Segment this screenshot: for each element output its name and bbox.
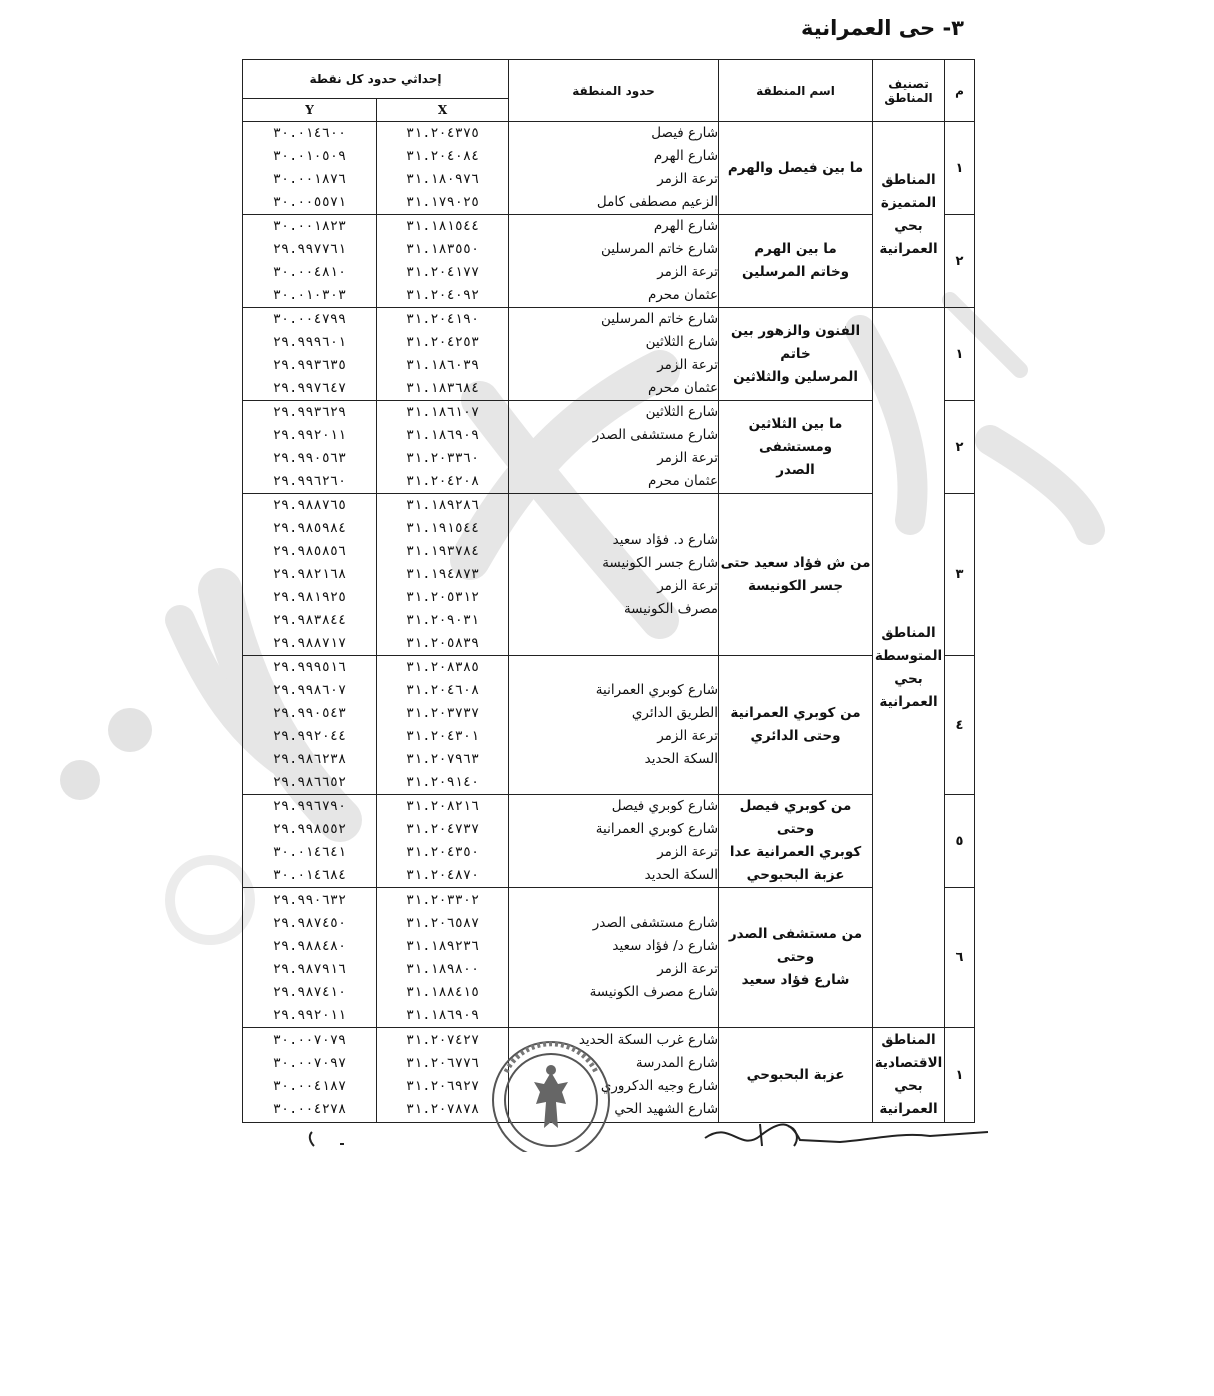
y-coords	[243, 1028, 377, 1123]
x-value: ٣١.١٩٣٧٨٤	[405, 543, 480, 559]
zones-table	[242, 59, 975, 1123]
y-value: ٢٩.٩٨٨٤٨٠	[272, 937, 347, 954]
header-coords: إحداثي حدود كل نقطة	[243, 60, 509, 99]
table-row	[243, 656, 975, 795]
y-value: ٢٩.٩٩٣٦٣٥	[272, 357, 347, 373]
y-value: ٣٠.٠١٤٦٠٠	[272, 125, 347, 141]
y-coords	[243, 215, 377, 308]
x-value: ٣١.١٧٩٠٢٥	[405, 194, 480, 210]
header-zone-name: اسم المنطقة	[719, 60, 873, 122]
zone-name: ما بين فيصل والهرم	[719, 122, 873, 215]
y-value: ٢٩.٩٨٦٢٣٨	[272, 751, 347, 767]
x-value: ٣١.٢٠٤٣٥٠	[405, 844, 480, 860]
zone-bounds	[509, 122, 719, 215]
x-coords	[377, 656, 509, 795]
x-coords	[377, 401, 509, 494]
y-value: ٢٩.٩٩٢٠١١	[272, 427, 347, 443]
y-value: ٢٩.٩٨٨٧٦٥	[272, 497, 347, 513]
bound-line: ترعة الزمر	[657, 960, 719, 977]
x-value: ٣١.١٨٨٤١٥	[405, 983, 480, 1000]
y-value: ٣٠.٠٠١٨٧٦	[272, 171, 347, 187]
x-value: ٣١.٢٠٩٠٣١	[405, 612, 480, 628]
bound-line: شارع مصرف الكونيسة	[589, 983, 719, 1000]
y-value: ٣٠.٠٠٧٠٧٩	[272, 1032, 347, 1048]
zone-bounds	[509, 308, 719, 401]
y-value: ٢٩.٩٨٢١٦٨	[272, 566, 347, 582]
header-classification: تصنيف المناطق	[873, 60, 945, 122]
x-value: ٣١.١٨٣٥٥٠	[405, 241, 480, 257]
bound-line: عثمان محرم	[648, 380, 719, 396]
y-value: ٢٩.٩٩٢٠١١	[272, 1006, 347, 1023]
y-value: ٣٠.٠٠٤١٨٧	[272, 1078, 347, 1094]
y-coords	[243, 795, 377, 888]
x-value: ٣١.٢٠٦٩٢٧	[405, 1078, 480, 1094]
x-value: ٣١.١٨١٥٤٤	[405, 218, 480, 234]
x-value: ٣١.٢٠٥٣١٢	[405, 589, 480, 605]
x-value: ٣١.٢٠٣٣٠٢	[405, 891, 480, 908]
bound-line: شارع مستشفى الصدر	[592, 427, 719, 443]
zone-bounds	[509, 494, 719, 656]
bound-line: شارع جسر الكونيسة	[602, 554, 719, 571]
y-coords	[243, 401, 377, 494]
y-coords	[243, 494, 377, 656]
y-value: ٢٩.٩٨٧٤٥٠	[272, 914, 347, 931]
y-value: ٢٩.٩٩٢٠٤٤	[272, 728, 347, 744]
header-x: X	[377, 99, 509, 122]
bound-line: شارع كوبري العمرانية	[595, 821, 719, 837]
x-value: ٣١.١٨٦١٠٧	[405, 404, 480, 420]
row-number: ١	[945, 1028, 975, 1123]
bound-line: السكة الحديد	[644, 867, 719, 883]
x-value: ٣١.٢٠٤٢٥٣	[405, 334, 480, 350]
zone-bounds	[509, 401, 719, 494]
y-value: ٢٩.٩٨١٩٢٥	[272, 589, 347, 605]
zone-name: ما بين الهرم وخاتم المرسلين	[719, 215, 873, 308]
y-value: ٢٩.٩٩٨٥٥٢	[272, 821, 347, 837]
y-value: ٢٩.٩٩٩٥١٦	[272, 659, 347, 675]
row-number: ٢	[945, 215, 975, 308]
x-value: ٣١.٢٠٦٥٨٧	[405, 914, 480, 931]
x-value: ٣١.٢٠٨٣٨٥	[405, 659, 480, 675]
bound-line: شارع خاتم المرسلين	[600, 241, 719, 257]
bound-line: ترعة الزمر	[657, 357, 719, 373]
bound-line: ترعة الزمر	[657, 577, 719, 594]
y-value: ٣٠.٠٠٧٠٩٧	[272, 1055, 347, 1071]
y-value: ٢٩.٩٩٦٢٦٠	[272, 473, 347, 489]
bound-line: شارع وجيه الدكروري	[600, 1078, 719, 1094]
bound-line: ترعة الزمر	[657, 450, 719, 466]
zone-name: من كوبري فيصل وحتى كوبري العمرانية عدا عزبة البحبوحي	[719, 795, 873, 888]
x-value: ٣١.٢٠٤٧٣٧	[405, 821, 480, 837]
x-value: ٣١.١٨٦٠٣٩	[405, 357, 480, 373]
row-number: ٥	[945, 795, 975, 888]
bound-line: شارع المدرسة	[635, 1055, 719, 1071]
table-row	[243, 888, 975, 1028]
y-value: ٣٠.٠٠١٨٢٣	[272, 218, 347, 234]
x-value: ٣١.٢٠٤٣٠١	[405, 728, 480, 744]
x-value: ٣١.٢٠٤٦٠٨	[405, 682, 480, 698]
bound-line: شارع غرب السكة الحديد	[578, 1032, 719, 1048]
bound-line: شارع الهرم	[653, 148, 719, 164]
section-title: ٣- حى العمرانية	[800, 16, 964, 40]
y-value: ٣٠.٠٠٤٧٩٩	[272, 311, 347, 327]
x-coords	[377, 494, 509, 656]
row-number: ١	[945, 122, 975, 215]
bound-line: مصرف الكونيسة	[623, 600, 719, 617]
y-value: ٢٩.٩٨٥٨٥٦	[272, 543, 347, 559]
x-value: ٣١.١٨٩٢٨٦	[405, 497, 480, 513]
zone-bounds	[509, 1028, 719, 1123]
x-value: ٣١.٢٠٨٢١٦	[405, 798, 480, 814]
x-value: ٣١.٢٠٣٧٣٧	[405, 705, 480, 721]
bound-line: السكة الحديد	[644, 751, 719, 767]
table-row	[243, 494, 975, 656]
x-value: ٣١.٢٠٧٩٦٣	[405, 751, 480, 767]
bound-line: ترعة الزمر	[657, 264, 719, 280]
y-value: ٣٠.٠٠٥٥٧١	[272, 194, 347, 210]
bound-line: شارع د. فؤاد سعيد	[612, 531, 719, 548]
header-y: Y	[243, 99, 377, 122]
y-value: ٣٠.٠١٠٥٠٩	[272, 148, 347, 164]
bound-line: عثمان محرم	[648, 473, 719, 489]
x-value: ٣١.٢٠٧٤٢٧	[405, 1032, 480, 1048]
x-value: ٣١.١٨٦٩٠٩	[405, 427, 480, 443]
y-value: ٢٩.٩٨٨٧١٧	[272, 635, 347, 651]
x-value: ٣١.٢٠٤٣٧٥	[405, 125, 480, 141]
bound-line: ترعة الزمر	[657, 171, 719, 187]
classification-cell: المناطق الاقتصادية بحي العمرانية	[873, 1028, 945, 1123]
x-coords	[377, 795, 509, 888]
table-row	[243, 215, 975, 308]
zone-bounds	[509, 888, 719, 1028]
y-value: ٢٩.٩٩٧٦٤٧	[272, 380, 347, 396]
bound-line: الزعيم مصطفى كامل	[596, 194, 719, 210]
zone-name: الفنون والزهور بين خاتم المرسلين والثلاثين	[719, 308, 873, 401]
x-coords	[377, 888, 509, 1028]
y-value: ٣٠.٠١٤٦٨٤	[272, 867, 347, 883]
x-value: ٣١.٢٠٤٠٩٢	[405, 287, 480, 303]
header-zone-bounds: حدود المنطقة	[509, 60, 719, 122]
y-value: ٢٩.٩٨٦٦٥٢	[272, 774, 347, 790]
bound-line: شارع كوبري فيصل	[611, 798, 719, 814]
bound-line: شارع مستشفى الصدر	[592, 914, 719, 931]
y-value: ٢٩.٩٩٠٥٦٣	[272, 450, 347, 466]
bound-line: ترعة الزمر	[657, 844, 719, 860]
classification-cell: المناطق المتوسطة بحي العمرانية	[873, 308, 945, 1028]
table-row	[243, 795, 975, 888]
row-number: ٦	[945, 888, 975, 1028]
bound-line: عثمان محرم	[648, 287, 719, 303]
y-value: ٢٩.٩٩٠٥٤٣	[272, 705, 347, 721]
zone-name: من كوبري العمرانية وحتى الدائري	[719, 656, 873, 795]
y-value: ٣٠.٠٠٤٢٧٨	[272, 1101, 347, 1117]
y-value: ٢٩.٩٨٧٤١٠	[272, 983, 347, 1000]
zone-name: من مستشفى الصدر وحتى شارع فؤاد سعيد	[719, 888, 873, 1028]
signature	[700, 1118, 990, 1152]
x-value: ٣١.١٨٦٩٠٩	[405, 1006, 480, 1023]
x-value: ٣١.٢٠٧٨٧٨	[405, 1101, 480, 1117]
x-value: ٣١.٢٠٤٨٧٠	[405, 867, 480, 883]
row-number: ١	[945, 308, 975, 401]
bound-line: شارع الثلاثين	[645, 404, 719, 420]
x-value: ٣١.١٩١٥٤٤	[405, 520, 480, 536]
table-row	[243, 401, 975, 494]
row-number: ٣	[945, 494, 975, 656]
bound-line: شارع الهرم	[653, 218, 719, 234]
x-value: ٣١.١٩٤٨٧٣	[405, 566, 480, 582]
zone-name: من ش فؤاد سعيد حتى جسر الكونيسة	[719, 494, 873, 656]
x-coords	[377, 308, 509, 401]
bound-line: ترعة الزمر	[657, 728, 719, 744]
y-value: ٢٩.٩٨٥٩٨٤	[272, 520, 347, 536]
x-value: ٣١.٢٠٤٠٨٤	[405, 148, 480, 164]
bound-line: شارع كوبري العمرانية	[595, 682, 719, 698]
zone-bounds	[509, 795, 719, 888]
x-value: ٣١.١٨٩٢٣٦	[405, 937, 480, 954]
x-coords	[377, 1028, 509, 1123]
bound-line: شارع د/ فؤاد سعيد	[612, 937, 719, 954]
zone-bounds	[509, 215, 719, 308]
x-value: ٣١.١٨٩٨٠٠	[405, 960, 480, 977]
header-num: م	[945, 60, 975, 122]
bound-line: الطريق الدائري	[631, 705, 719, 721]
y-value: ٣٠.٠١٠٣٠٣	[272, 287, 347, 303]
y-value: ٢٩.٩٩٩٦٠١	[272, 334, 347, 350]
x-value: ٣١.٢٠٩١٤٠	[405, 774, 480, 790]
table-row	[243, 308, 975, 401]
y-value: ٢٩.٩٩٦٧٩٠	[272, 798, 347, 814]
zone-name: عزبة البحبوحي	[719, 1028, 873, 1123]
x-value: ٣١.٢٠٦٧٧٦	[405, 1055, 480, 1071]
y-value: ٢٩.٩٨٣٨٤٤	[272, 612, 347, 628]
table-row	[243, 1028, 975, 1123]
x-value: ٣١.١٨٠٩٧٦	[405, 171, 480, 187]
x-coords	[377, 215, 509, 308]
pen-marks	[300, 1128, 360, 1148]
y-coords	[243, 656, 377, 795]
x-coords	[377, 122, 509, 215]
x-value: ٣١.١٨٣٦٨٤	[405, 380, 480, 396]
zone-name: ما بين الثلاثين ومستشفى الصدر	[719, 401, 873, 494]
classification-cell: المناطق المتميزة بحي العمرانية	[873, 122, 945, 308]
row-number: ٢	[945, 401, 975, 494]
table-row	[243, 122, 975, 215]
bound-line: شارع الثلاثين	[645, 334, 719, 350]
y-value: ٢٩.٩٩٣٦٢٩	[272, 404, 347, 420]
y-value: ٣٠.٠٠٤٨١٠	[272, 264, 347, 280]
y-value: ٢٩.٩٩٧٧٦١	[272, 241, 347, 257]
y-value: ٢٩.٩٩٨٦٠٧	[272, 682, 347, 698]
row-number: ٤	[945, 656, 975, 795]
bound-line: شارع فيصل	[651, 125, 719, 141]
bound-line: شارع الشهيد الحي	[614, 1101, 719, 1117]
y-value: ٣٠.٠١٤٦٤١	[272, 844, 347, 860]
x-value: ٣١.٢٠٤١٧٧	[405, 264, 480, 280]
bound-line: شارع خاتم المرسلين	[600, 311, 719, 327]
y-value: ٢٩.٩٩٠٦٣٢	[272, 891, 347, 908]
zone-bounds	[509, 656, 719, 795]
x-value: ٣١.٢٠٤١٩٠	[405, 311, 480, 327]
y-value: ٢٩.٩٨٧٩١٦	[272, 960, 347, 977]
y-coords	[243, 308, 377, 401]
y-coords	[243, 888, 377, 1028]
x-value: ٣١.٢٠٣٣٦٠	[405, 450, 480, 466]
x-value: ٣١.٢٠٥٨٣٩	[405, 635, 480, 651]
y-coords	[243, 122, 377, 215]
x-value: ٣١.٢٠٤٢٠٨	[405, 473, 480, 489]
